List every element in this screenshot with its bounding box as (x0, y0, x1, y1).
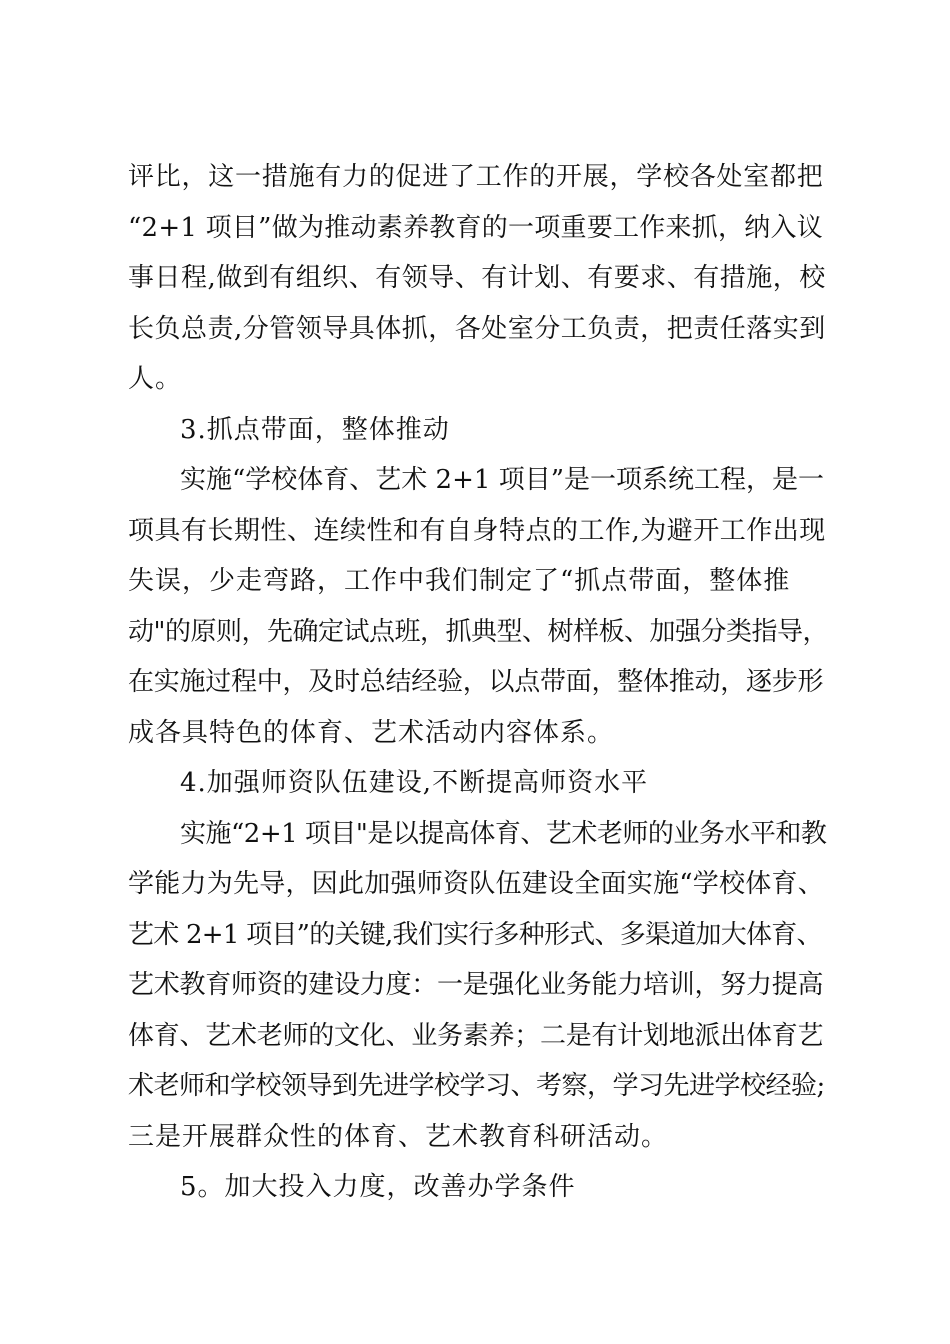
text-line: “2+1 项目”做为推动素养教育的一项重要工作来抓，纳入议 (128, 212, 823, 243)
text-line: 5。加大投入力度，改善办学条件 (180, 1172, 576, 1202)
text-line: 体育、艺术老师的文化、业务素养；二是有计划地派出体育艺 (128, 1020, 824, 1051)
text-line: 3.抓点带面，整体推动 (180, 414, 450, 445)
text-line: 长负总责,分管领导具体抓，各处室分工负责，把责任落实到 (128, 313, 826, 344)
document-body (128, 152, 828, 1213)
text-line: 在实施过程中，及时总结经验，以点带面，整体推动，逐步形 (128, 667, 824, 697)
text-line: 失误，少走弯路，工作中我们制定了“抓点带面，整体推 (128, 566, 791, 596)
text-line: 术老师和学校领导到先进学校学习、考察，学习先进学校经验; (128, 1071, 825, 1101)
text-line: 项具有长期性、连续性和有自身特点的工作,为避开工作出现 (128, 515, 826, 546)
text-line: 学能力为先导，因此加强师资队伍建设全面实施“学校体育、 (128, 869, 825, 899)
text-line: 人。 (128, 364, 183, 394)
text-line: 艺术教育师资的建设力度：一是强化业务能力培训，努力提高 (128, 970, 824, 1000)
text-line: 动"的原则，先确定试点班，抓典型、树样板、加强分类指导， (128, 616, 828, 647)
text-line: 评比，这一措施有力的促进了工作的开展，学校各处室都把 (128, 162, 824, 192)
text-line: 4.加强师资队伍建设,不断提高师资水平 (180, 768, 649, 798)
text-line: 实施“2+1 项目"是以提高体育、艺术老师的业务水平和教 (180, 818, 827, 849)
text-line: 事日程,做到有组织、有领导、有计划、有要求、有措施，校 (128, 263, 826, 293)
text-line: 成各具特色的体育、艺术活动内容体系。 (128, 717, 615, 748)
text-line: 艺术 2+1 项目”的关键,我们实行多种形式、多渠道加大体育、 (128, 919, 822, 950)
text-line: 三是开展群众性的体育、艺术教育科研活动。 (128, 1121, 669, 1152)
text-line: 实施“学校体育、艺术 2+1 项目”是一项系统工程，是一 (180, 465, 824, 495)
